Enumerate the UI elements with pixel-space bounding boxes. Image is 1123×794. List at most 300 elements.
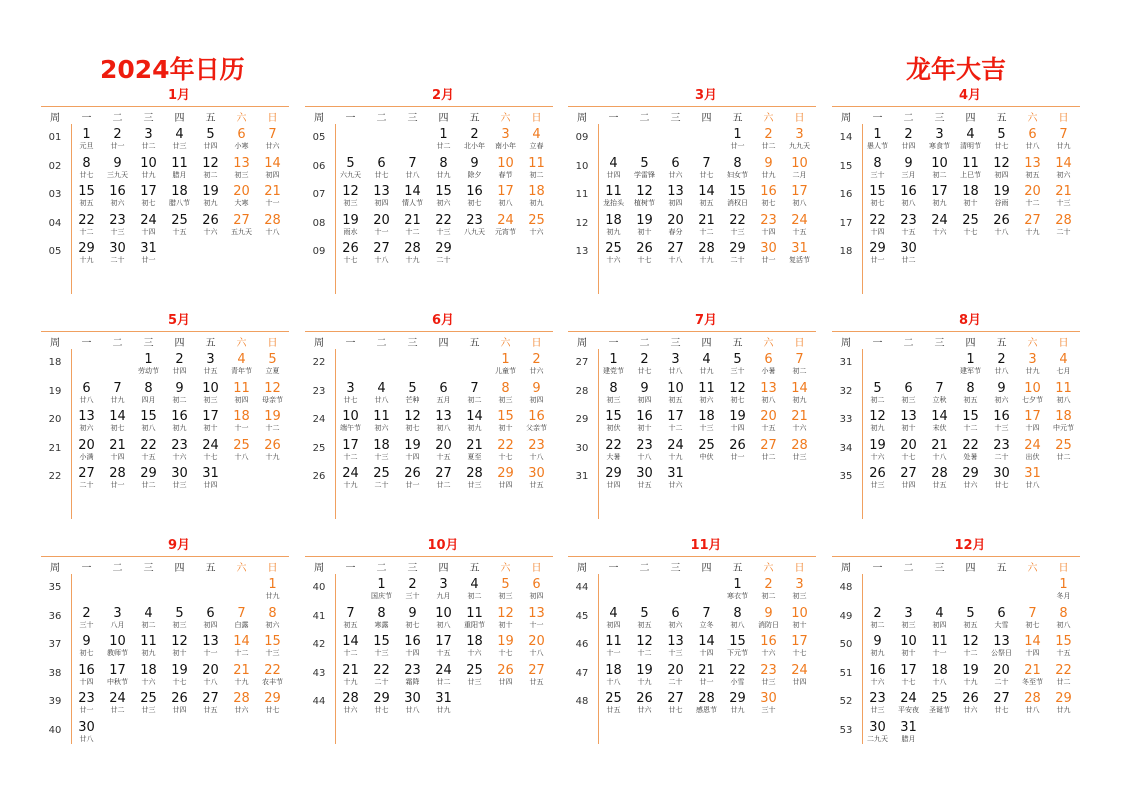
lunar-label: 十三 xyxy=(374,649,389,657)
day-number: 12 xyxy=(404,409,421,424)
day-cell xyxy=(366,691,397,715)
day-number: 4 xyxy=(1059,352,1068,367)
lunar-label: 廿九 xyxy=(1056,142,1071,150)
day-number: 10 xyxy=(667,380,684,396)
day-cell xyxy=(893,634,924,658)
lunar-label: 十六 xyxy=(870,677,885,686)
day-number: 20 xyxy=(1024,184,1041,199)
week-number: 07 xyxy=(312,189,326,200)
lunar-label: 九九天 xyxy=(789,142,810,150)
day-number: 1 xyxy=(268,577,277,592)
lunar-label: 十四 xyxy=(761,227,776,236)
lunar-label: 十九 xyxy=(79,256,94,264)
day-number: 16 xyxy=(404,634,421,649)
day-cell xyxy=(459,466,490,490)
lunar-label: 初四 xyxy=(932,620,947,629)
day-number: 27 xyxy=(900,466,917,481)
day-number: 25 xyxy=(140,691,157,706)
lunar-label: 夏至 xyxy=(467,452,482,461)
week-number: 30 xyxy=(575,442,589,454)
day-cell xyxy=(335,606,366,630)
lunar-label: 十二 xyxy=(637,649,652,657)
lunar-label: 廿三 xyxy=(141,706,156,714)
day-cell xyxy=(226,634,257,658)
month-title: 3月 xyxy=(694,88,718,103)
day-cell xyxy=(133,634,164,658)
day-number: 30 xyxy=(900,241,917,256)
lunar-label: 初三 xyxy=(172,620,187,629)
day-number: 3 xyxy=(206,352,215,367)
day-number: 28 xyxy=(466,466,483,481)
lunar-label: 廿四 xyxy=(498,481,513,489)
day-number: 30 xyxy=(760,241,777,256)
lunar-label: 初八 xyxy=(498,199,513,207)
day-number: 9 xyxy=(408,605,417,621)
lunar-label: 寒露 xyxy=(374,620,389,629)
lunar-label: 廿三 xyxy=(792,452,807,461)
week-number: 24 xyxy=(312,414,326,425)
day-cell xyxy=(629,466,660,490)
week-number-header: 周 xyxy=(841,563,851,574)
day-cell xyxy=(164,634,195,658)
lunar-label: 廿六 xyxy=(637,706,652,714)
day-cell xyxy=(722,156,753,180)
day-cell xyxy=(102,438,133,462)
day-cell xyxy=(955,213,986,237)
lunar-label: 初五 xyxy=(963,395,978,404)
weekday-label: 四 xyxy=(965,113,976,124)
weekday-label: 一 xyxy=(81,113,92,124)
weekday-label: 二 xyxy=(376,338,387,349)
lunar-label: 初五 xyxy=(1025,170,1040,179)
lunar-label: 十八 xyxy=(374,256,389,264)
lunar-label: 十九 xyxy=(963,677,978,686)
lunar-label: 廿一 xyxy=(730,452,745,461)
lunar-label: 十六 xyxy=(932,227,947,236)
day-number: 2 xyxy=(82,605,91,621)
lunar-label: 廿五 xyxy=(606,706,621,714)
day-cell xyxy=(722,663,753,687)
day-cell xyxy=(459,409,490,433)
lunar-label: 廿七 xyxy=(265,706,280,714)
lunar-label: 初十 xyxy=(498,424,513,432)
day-cell xyxy=(164,691,195,715)
day-number: 28 xyxy=(109,466,126,481)
day-cell xyxy=(722,184,753,208)
weekday-header xyxy=(41,106,289,124)
day-number: 2 xyxy=(113,127,122,142)
month-title: 4月 xyxy=(958,88,982,103)
lunar-label: 廿八 xyxy=(79,734,94,743)
lunar-label: 廿四 xyxy=(203,142,218,150)
lunar-label: 腊月 xyxy=(172,170,187,179)
day-number: 29 xyxy=(140,466,157,481)
month-title: 5月 xyxy=(167,313,191,328)
weekday-label: 三 xyxy=(143,563,154,574)
week-number: 35 xyxy=(839,471,853,482)
divider xyxy=(862,349,863,519)
day-number: 21 xyxy=(404,212,421,228)
month-title: 6月 xyxy=(431,313,455,328)
lunar-label: 廿六 xyxy=(234,706,249,714)
weekday-label: 五 xyxy=(205,338,216,349)
weekday-label: 四 xyxy=(438,338,449,349)
day-cell xyxy=(490,577,521,601)
week-number: 15 xyxy=(839,160,853,172)
lunar-label: 初二 xyxy=(141,620,156,629)
lunar-label: 廿七 xyxy=(343,395,358,404)
day-number: 14 xyxy=(931,409,948,424)
day-cell xyxy=(164,438,195,462)
lunar-label: 青年节 xyxy=(231,367,252,375)
day-cell xyxy=(784,606,815,630)
lunar-label: 五月 xyxy=(436,395,451,404)
day-number: 4 xyxy=(377,380,386,396)
day-cell xyxy=(629,156,660,180)
day-cell xyxy=(784,438,815,462)
day-number: 21 xyxy=(109,437,126,453)
weekday-label: 三 xyxy=(670,113,681,124)
day-cell xyxy=(753,213,784,237)
month-title: 7月 xyxy=(694,313,718,328)
day-cell xyxy=(722,634,753,658)
lunar-label: 中秋节 xyxy=(107,677,128,686)
day-number: 26 xyxy=(404,466,421,481)
day-number: 23 xyxy=(466,212,483,228)
day-number: 25 xyxy=(698,437,715,453)
lunar-label: 十五 xyxy=(761,424,776,432)
day-number: 29 xyxy=(1055,691,1072,706)
day-number: 8 xyxy=(1059,605,1068,621)
day-cell xyxy=(366,466,397,490)
day-cell xyxy=(257,691,288,715)
day-number: 16 xyxy=(78,662,95,678)
day-cell xyxy=(598,241,629,265)
lunar-label: 廿三 xyxy=(870,481,885,489)
lunar-label: 初八 xyxy=(141,424,156,432)
lunar-label: 初三 xyxy=(234,170,249,179)
day-number: 27 xyxy=(993,691,1010,706)
day-cell xyxy=(397,381,428,405)
week-number: 06 xyxy=(312,160,326,172)
day-cell xyxy=(753,184,784,208)
day-number: 30 xyxy=(171,466,188,481)
day-cell xyxy=(102,691,133,715)
day-cell xyxy=(784,213,815,237)
lunar-label: 复活节 xyxy=(789,256,810,264)
day-number: 24 xyxy=(791,212,808,228)
day-cell xyxy=(691,241,722,265)
day-number: 6 xyxy=(206,605,215,621)
lunar-label: 除夕 xyxy=(467,170,482,179)
day-number: 16 xyxy=(636,409,653,424)
day-cell xyxy=(1048,606,1079,630)
lunar-label: 春分 xyxy=(668,227,683,236)
day-cell xyxy=(862,663,893,687)
lunar-label: 初十 xyxy=(963,199,978,207)
weekday-label: 六 xyxy=(236,338,247,349)
day-cell xyxy=(753,127,784,151)
month-block xyxy=(832,313,1080,529)
lunar-label: 廿七 xyxy=(994,142,1009,150)
day-number: 26 xyxy=(202,212,219,228)
day-cell xyxy=(784,577,815,601)
weekday-label: 日 xyxy=(1058,113,1069,124)
day-cell xyxy=(428,634,459,658)
day-number: 26 xyxy=(497,662,514,678)
day-number: 22 xyxy=(140,437,157,453)
lunar-label: 廿六 xyxy=(963,481,978,489)
lunar-label: 初六 xyxy=(994,395,1009,404)
day-cell xyxy=(366,438,397,462)
weekday-label: 六 xyxy=(763,563,774,574)
weekday-header xyxy=(41,331,289,349)
day-cell xyxy=(257,184,288,208)
day-cell xyxy=(924,184,955,208)
day-number: 5 xyxy=(501,577,510,592)
day-number: 10 xyxy=(140,155,157,171)
lunar-label: 初七 xyxy=(870,199,885,207)
day-cell xyxy=(164,409,195,433)
day-cell xyxy=(691,352,722,376)
day-number: 12 xyxy=(497,605,514,621)
day-cell xyxy=(924,634,955,658)
lunar-label: 十三 xyxy=(265,649,280,657)
weekday-label: 一 xyxy=(872,338,883,349)
day-number: 20 xyxy=(528,634,545,649)
lunar-label: 十三 xyxy=(699,424,714,432)
weekday-label: 五 xyxy=(469,338,480,349)
lunar-label: 廿二 xyxy=(436,481,451,489)
day-cell xyxy=(722,409,753,433)
weekday-header xyxy=(832,106,1080,124)
day-number: 23 xyxy=(993,437,1010,453)
lunar-label: 芒种 xyxy=(405,395,420,404)
day-number: 22 xyxy=(78,212,95,228)
day-cell xyxy=(722,691,753,715)
day-number: 31 xyxy=(667,466,684,481)
day-cell xyxy=(257,634,288,658)
day-cell xyxy=(71,663,102,687)
week-number: 47 xyxy=(575,667,589,679)
day-cell xyxy=(133,184,164,208)
day-number: 15 xyxy=(435,184,452,199)
day-cell xyxy=(366,634,397,658)
lunar-label: 廿三 xyxy=(172,142,187,150)
day-number: 24 xyxy=(791,662,808,678)
day-number: 13 xyxy=(1024,155,1041,171)
week-number: 18 xyxy=(48,357,62,368)
lunar-label: 初九 xyxy=(141,649,156,657)
day-number: 21 xyxy=(1055,184,1072,199)
day-cell xyxy=(1048,409,1079,433)
day-cell xyxy=(133,663,164,687)
week-number: 10 xyxy=(575,160,589,172)
day-cell xyxy=(521,606,552,630)
month-title: 11月 xyxy=(690,538,722,553)
lunar-label: 十二 xyxy=(79,227,94,236)
lunar-label: 十八 xyxy=(637,452,652,461)
day-cell xyxy=(629,409,660,433)
day-cell xyxy=(660,438,691,462)
day-cell xyxy=(226,127,257,151)
lunar-label: 端午节 xyxy=(340,424,361,432)
lunar-label: 廿五 xyxy=(529,677,544,686)
lunar-label: 学雷锋 xyxy=(634,170,655,179)
day-cell xyxy=(1017,352,1048,376)
day-number: 29 xyxy=(729,241,746,256)
day-cell xyxy=(1017,438,1048,462)
day-number: 7 xyxy=(1028,605,1037,621)
week-number: 36 xyxy=(48,610,62,622)
day-cell xyxy=(133,352,164,376)
day-cell xyxy=(459,213,490,237)
week-number: 05 xyxy=(312,132,326,143)
day-cell xyxy=(660,381,691,405)
weekday-label: 六 xyxy=(500,563,511,574)
day-number: 18 xyxy=(605,662,622,678)
day-number: 20 xyxy=(78,437,95,453)
day-number: 21 xyxy=(233,662,250,678)
day-cell xyxy=(893,409,924,433)
lunar-label: 廿四 xyxy=(901,142,916,150)
lunar-label: 初三 xyxy=(498,395,513,404)
lunar-label: 初十 xyxy=(792,620,807,629)
weekday-label: 一 xyxy=(345,338,356,349)
day-number: 27 xyxy=(1024,212,1041,228)
day-number: 29 xyxy=(435,241,452,256)
day-cell xyxy=(784,381,815,405)
day-cell xyxy=(753,691,784,715)
day-number: 15 xyxy=(605,409,622,424)
lunar-label: 廿七 xyxy=(699,170,714,179)
day-cell xyxy=(71,438,102,462)
day-number: 3 xyxy=(795,577,804,592)
day-number: 27 xyxy=(528,662,545,678)
weekday-label: 日 xyxy=(794,338,805,349)
day-number: 10 xyxy=(202,380,219,396)
week-number: 51 xyxy=(839,667,853,679)
day-cell xyxy=(397,184,428,208)
day-cell xyxy=(1048,184,1079,208)
lunar-label: 七夕节 xyxy=(1022,395,1043,404)
day-number: 13 xyxy=(667,184,684,199)
day-number: 4 xyxy=(966,127,975,142)
day-number: 4 xyxy=(609,155,618,171)
day-number: 25 xyxy=(605,691,622,706)
day-cell xyxy=(598,663,629,687)
day-cell xyxy=(986,213,1017,237)
day-cell xyxy=(164,184,195,208)
lunar-label: 十七 xyxy=(498,649,513,657)
day-number: 9 xyxy=(904,155,913,171)
lunar-label: 廿二 xyxy=(110,706,125,714)
day-number: 22 xyxy=(729,662,746,678)
lunar-label: 母亲节 xyxy=(262,395,283,404)
day-number: 22 xyxy=(605,437,622,453)
day-number: 30 xyxy=(404,691,421,706)
day-number: 22 xyxy=(1055,662,1072,678)
day-cell xyxy=(490,127,521,151)
lunar-label: 初八 xyxy=(1056,620,1071,629)
day-cell xyxy=(226,381,257,405)
lunar-label: 龙抬头 xyxy=(603,199,624,207)
day-number: 13 xyxy=(900,409,917,424)
lunar-label: 二十 xyxy=(1056,227,1071,236)
day-cell xyxy=(195,438,226,462)
day-number: 8 xyxy=(733,605,742,621)
day-number: 16 xyxy=(869,662,886,678)
lunar-label: 二十 xyxy=(994,452,1009,461)
lunar-label: 廿二 xyxy=(1056,677,1071,686)
weekday-label: 四 xyxy=(438,113,449,124)
lunar-label: 初六 xyxy=(265,620,280,629)
day-cell xyxy=(226,352,257,376)
day-number: 5 xyxy=(206,127,215,142)
lunar-label: 廿九 xyxy=(110,395,125,404)
lunar-label: 十九 xyxy=(668,452,683,461)
weekday-label: 二 xyxy=(903,338,914,349)
week-number: 33 xyxy=(839,414,853,425)
day-number: 14 xyxy=(1055,155,1072,171)
day-cell xyxy=(784,409,815,433)
day-cell xyxy=(1017,184,1048,208)
day-cell xyxy=(102,663,133,687)
weekday-header xyxy=(832,556,1080,574)
day-number: 14 xyxy=(342,634,359,649)
day-number: 15 xyxy=(140,409,157,424)
day-cell xyxy=(195,213,226,237)
day-cell xyxy=(397,606,428,630)
lunar-label: 下元节 xyxy=(727,649,748,657)
weekday-label: 五 xyxy=(205,563,216,574)
weekday-label: 五 xyxy=(996,338,1007,349)
lunar-label: 十九 xyxy=(1025,227,1040,236)
day-number: 24 xyxy=(1024,437,1041,453)
lunar-label: 初四 xyxy=(668,199,683,207)
month-block xyxy=(568,313,816,529)
day-cell xyxy=(335,663,366,687)
day-cell xyxy=(691,156,722,180)
day-cell xyxy=(893,241,924,265)
lunar-label: 廿二 xyxy=(141,481,156,489)
lunar-label: 廿七 xyxy=(994,706,1009,714)
day-cell xyxy=(629,381,660,405)
day-number: 18 xyxy=(233,409,250,424)
week-number-header: 周 xyxy=(577,113,587,124)
day-number: 16 xyxy=(900,184,917,199)
weekday-label: 五 xyxy=(469,113,480,124)
day-cell xyxy=(1017,156,1048,180)
day-number: 1 xyxy=(144,352,153,367)
day-cell xyxy=(722,381,753,405)
day-number: 26 xyxy=(171,691,188,706)
day-cell xyxy=(133,466,164,490)
day-cell xyxy=(490,466,521,490)
day-number: 2 xyxy=(532,352,541,367)
week-number: 09 xyxy=(575,132,589,143)
day-number: 11 xyxy=(528,155,545,171)
lunar-label: 廿六 xyxy=(668,481,683,489)
day-cell xyxy=(397,241,428,265)
day-cell xyxy=(490,438,521,462)
day-number: 26 xyxy=(962,691,979,706)
day-number: 30 xyxy=(636,466,653,481)
day-number: 29 xyxy=(605,466,622,481)
day-number: 15 xyxy=(497,409,514,424)
day-number: 24 xyxy=(931,212,948,228)
day-cell xyxy=(459,438,490,462)
